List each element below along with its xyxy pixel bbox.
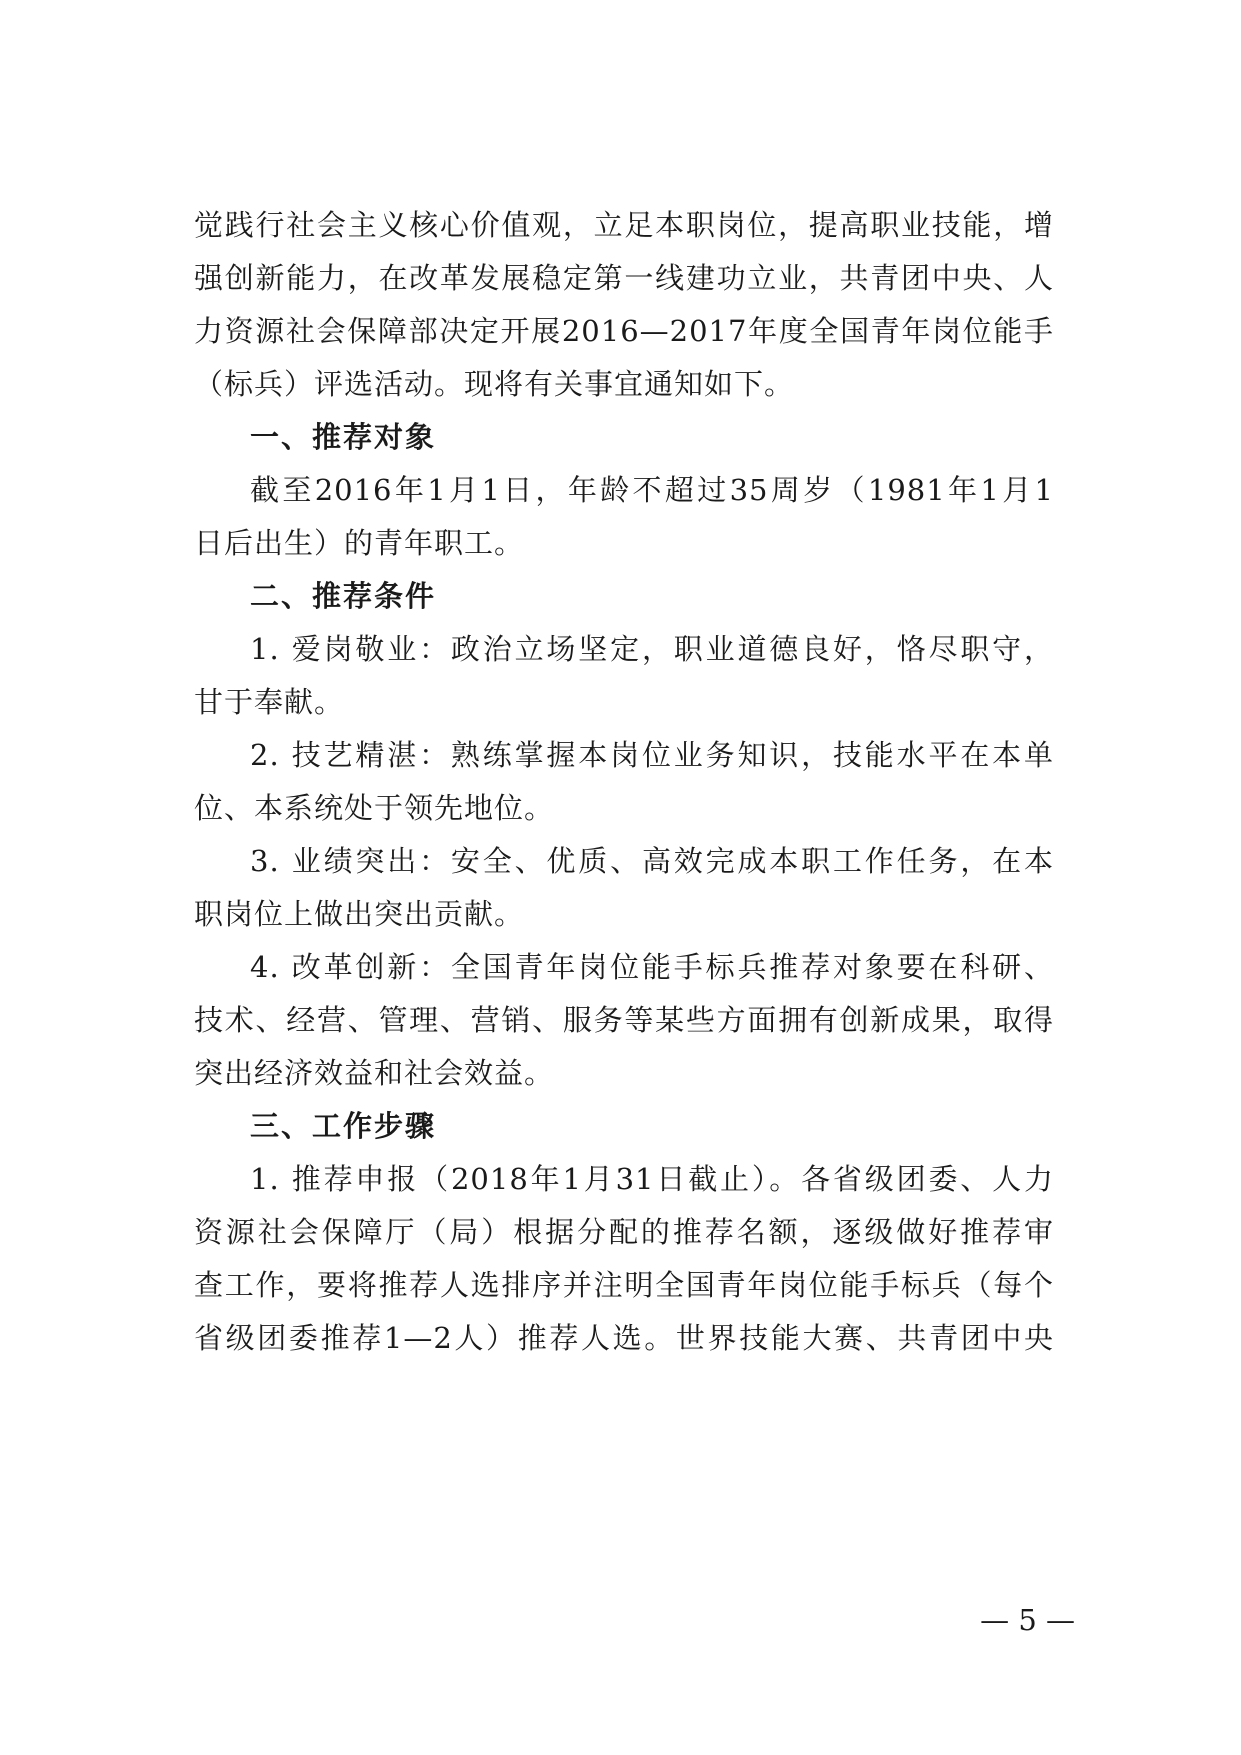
body-text-line: 1. 推荐申报（2018年1月31日截止）。各省级团委、人力 — [250, 1162, 1054, 1196]
body-text-line: 资源社会保障厅（局）根据分配的推荐名额，逐级做好推荐审 — [194, 1215, 1054, 1249]
section-heading-recommendation-target: 一、推荐对象 — [250, 420, 437, 454]
body-text-line: 1. 爱岗敬业：政治立场坚定，职业道德良好，恪尽职守， — [250, 632, 1054, 666]
body-text-line: 甘于奉献。 — [194, 685, 345, 719]
body-text-line: 截至2016年1月1日，年龄不超过35周岁（1981年1月1 — [250, 473, 1054, 507]
body-text-line: 4. 改革创新：全国青年岗位能手标兵推荐对象要在科研、 — [250, 950, 1054, 984]
body-text-line: 位、本系统处于领先地位。 — [194, 791, 555, 825]
body-text-line: （标兵）评选活动。现将有关事宜通知如下。 — [194, 367, 795, 401]
page-number: — 5 — — [980, 1603, 1075, 1637]
body-text-line: 觉践行社会主义核心价值观，立足本职岗位，提高职业技能，增 — [194, 208, 1054, 242]
body-text-line: 力资源社会保障部决定开展2016—2017年度全国青年岗位能手 — [194, 314, 1054, 348]
body-text-line: 职岗位上做出突出贡献。 — [194, 897, 525, 931]
body-text-line: 省级团委推荐1—2人）推荐人选。世界技能大赛、共青团中央 — [194, 1321, 1054, 1355]
body-text-line: 3. 业绩突出：安全、优质、高效完成本职工作任务，在本 — [250, 844, 1054, 878]
body-text-line: 突出经济效益和社会效益。 — [194, 1056, 555, 1090]
body-text-line: 查工作，要将推荐人选排序并注明全国青年岗位能手标兵（每个 — [194, 1268, 1054, 1302]
body-text-line: 日后出生）的青年职工。 — [194, 526, 525, 560]
section-heading-recommendation-conditions: 二、推荐条件 — [250, 579, 437, 613]
body-text-line: 2. 技艺精湛：熟练掌握本岗位业务知识，技能水平在本单 — [250, 738, 1054, 772]
body-text-line: 技术、经营、管理、营销、服务等某些方面拥有创新成果，取得 — [194, 1003, 1054, 1037]
section-heading-work-steps: 三、工作步骤 — [250, 1109, 437, 1143]
body-text-line: 强创新能力，在改革发展稳定第一线建功立业，共青团中央、人 — [194, 261, 1054, 295]
